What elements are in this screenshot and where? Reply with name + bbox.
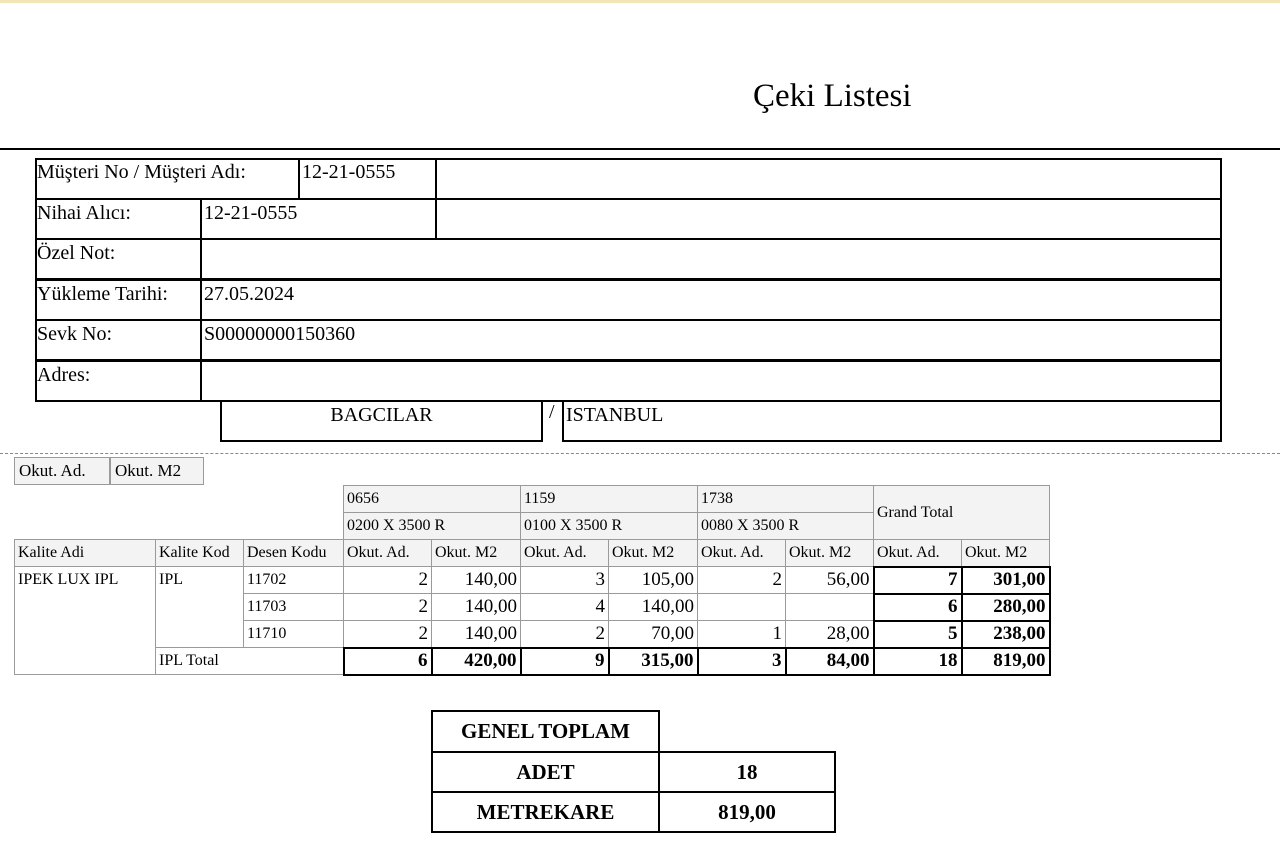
shipment-label: Sevk No: <box>37 323 112 345</box>
subtotal-label: IPL Total <box>156 648 344 675</box>
subtotal-value: 315,00 <box>609 648 698 675</box>
value-cell <box>786 594 874 621</box>
load-date-label: Yükleme Tarihi: <box>37 283 168 305</box>
value-cell: 140,00 <box>432 567 521 594</box>
header-m2: Okut. M2 <box>962 540 1050 567</box>
pattern-code: 11710 <box>244 621 344 648</box>
header-divider <box>0 148 1280 150</box>
okut-m2-filter[interactable]: Okut. M2 <box>110 457 204 485</box>
row-total-m2: 301,00 <box>962 567 1050 594</box>
value-cell <box>698 594 786 621</box>
header-qty: Okut. Ad. <box>521 540 609 567</box>
pattern-code: 11702 <box>244 567 344 594</box>
value-cell: 2 <box>521 621 609 648</box>
value-cell: 2 <box>344 621 432 648</box>
note-label: Özel Not: <box>37 242 116 264</box>
address-row <box>35 360 1222 402</box>
section-divider <box>0 453 1280 454</box>
pattern-code: 11703 <box>244 594 344 621</box>
value-cell: 2 <box>698 567 786 594</box>
header-pattern-code: Desen Kodu <box>244 540 344 567</box>
table-row <box>15 567 1050 594</box>
summary-area-label: METREKARE <box>432 792 659 832</box>
subtotal-row <box>15 648 1050 675</box>
value-cell: 3 <box>521 567 609 594</box>
subtotal-value: 3 <box>698 648 786 675</box>
note-row <box>35 238 1222 280</box>
summary-table <box>431 710 836 833</box>
row-total-qty: 6 <box>874 594 962 621</box>
group-code: 0656 <box>344 486 521 513</box>
header-m2: Okut. M2 <box>432 540 521 567</box>
district-value: BAGCILAR <box>330 404 433 426</box>
value-cell: 28,00 <box>786 621 874 648</box>
value-cell: 70,00 <box>609 621 698 648</box>
value-cell: 140,00 <box>432 594 521 621</box>
customer-label: Müşteri No / Müşteri Adı: <box>37 161 246 183</box>
summary-area-value: 819,00 <box>659 792 835 832</box>
city-value: ISTANBUL <box>566 404 664 426</box>
summary-qty-value: 18 <box>659 752 835 792</box>
summary-qty-label: ADET <box>432 752 659 792</box>
header-quality-name: Kalite Adi <box>15 540 156 567</box>
value-cell: 1 <box>698 621 786 648</box>
subtotal-value: 84,00 <box>786 648 874 675</box>
summary-title: GENEL TOPLAM <box>432 711 659 752</box>
summary-empty <box>659 711 835 752</box>
okut-ad-filter[interactable]: Okut. Ad. <box>14 457 110 485</box>
final-receiver-value: 12-21-0555 <box>204 202 298 224</box>
group-code: 1159 <box>521 486 698 513</box>
subtotal-value: 6 <box>344 648 432 675</box>
load-date-value: 27.05.2024 <box>204 283 294 305</box>
header-quality-code: Kalite Kod <box>156 540 244 567</box>
customer-no: 12-21-0555 <box>302 161 396 183</box>
grand-total-header: Grand Total <box>874 486 1050 540</box>
shipment-value: S00000000150360 <box>204 323 356 345</box>
header-qty: Okut. Ad. <box>698 540 786 567</box>
value-cell: 4 <box>521 594 609 621</box>
group-code: 1738 <box>698 486 874 513</box>
grand-total-qty: 18 <box>874 648 962 675</box>
subtotal-value: 420,00 <box>432 648 521 675</box>
row-total-m2: 280,00 <box>962 594 1050 621</box>
subtotal-value: 9 <box>521 648 609 675</box>
window-top-bar <box>0 0 1280 3</box>
value-cell: 140,00 <box>432 621 521 648</box>
header-qty: Okut. Ad. <box>344 540 432 567</box>
grand-total-m2: 819,00 <box>962 648 1050 675</box>
group-size: 0200 X 3500 R <box>344 513 521 540</box>
address-slash: / <box>549 401 555 423</box>
header-m2: Okut. M2 <box>786 540 874 567</box>
quality-name: IPEK LUX IPL <box>15 567 156 675</box>
group-size: 0080 X 3500 R <box>698 513 874 540</box>
pivot-table <box>14 485 1051 676</box>
header-m2: Okut. M2 <box>609 540 698 567</box>
value-cell: 2 <box>344 567 432 594</box>
row-total-qty: 7 <box>874 567 962 594</box>
value-cell: 140,00 <box>609 594 698 621</box>
value-cell: 2 <box>344 594 432 621</box>
row-total-qty: 5 <box>874 621 962 648</box>
quality-code: IPL <box>156 567 244 648</box>
header-qty: Okut. Ad. <box>874 540 962 567</box>
value-cell: 105,00 <box>609 567 698 594</box>
page-title: Çeki Listesi <box>753 78 912 114</box>
group-size: 0100 X 3500 R <box>521 513 698 540</box>
divider <box>298 158 300 200</box>
value-cell: 56,00 <box>786 567 874 594</box>
final-receiver-label: Nihai Alıcı: <box>37 202 131 224</box>
row-total-m2: 238,00 <box>962 621 1050 648</box>
address-label: Adres: <box>37 364 91 386</box>
